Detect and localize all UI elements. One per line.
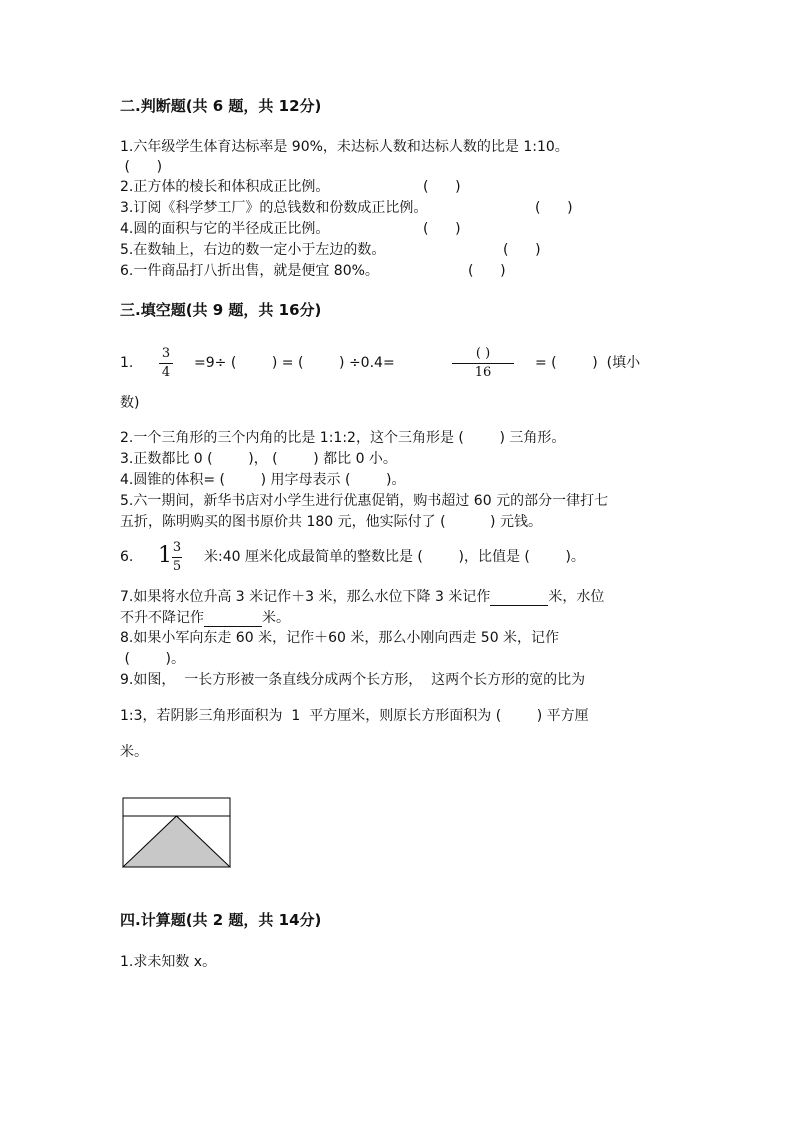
fill-q7-text-c: 不升不降记作: [120, 610, 204, 626]
fill-q7-text-b: 米，水位: [548, 589, 605, 605]
judge-q4-answer: ( ): [423, 221, 461, 237]
fill-q6-number: 6.: [120, 549, 134, 565]
fraction-blank-16: [452, 347, 514, 380]
fraction-bar: [172, 557, 182, 558]
judge-q6-answer: ( ): [468, 263, 506, 279]
judge-q2-answer: ( ): [423, 179, 461, 195]
calc-q1: 1.求未知数 x。: [120, 954, 217, 970]
fraction-denominator: 4: [161, 365, 171, 380]
fill-q4: 4.圆锥的体积= ( ) 用字母表示 ( )。: [120, 472, 406, 488]
fill-q3: 3.正数都比 0 ( )， ( ) 都比 0 小。: [120, 451, 397, 467]
fill-q7-text-a: 7.如果将水位升高 3 米记作＋3 米，那么水位下降 3 米记作: [120, 589, 491, 605]
rectangle-triangle-figure: [122, 797, 232, 869]
fraction-bar: [452, 363, 514, 364]
fill-q9-line2: 1:3，若阴影三角形面积为 1 平方厘米，则原长方形面积为 ( ) 平方厘: [120, 708, 589, 724]
section-4-heading: 四.计算题(共 2 题，共 14分): [120, 911, 322, 929]
fraction-bar: [159, 363, 173, 364]
judge-q5-text: 5.在数轴上，右边的数一定小于左边的数。: [120, 242, 386, 258]
judge-q2-text: 2.正方体的棱长和体积成正比例。: [120, 179, 330, 195]
fraction-denominator: 5: [172, 559, 182, 574]
fraction-numerator: 3: [161, 346, 171, 361]
section-2-heading: 二.判断题(共 6 题，共 12分): [120, 97, 322, 115]
fraction-numerator: 3: [172, 540, 182, 555]
mixed-number-fraction: [172, 541, 182, 574]
fill-q1-end: = ( ) (填小: [535, 355, 641, 371]
fill-q7-line1: [120, 588, 604, 606]
fraction-denominator: 16: [474, 365, 492, 380]
fill-q8-line2: ( )。: [120, 651, 185, 667]
fill-q7-line2: [120, 609, 290, 627]
fill-q2: 2.一个三角形的三个内角的比是 1:1:2，这个三角形是 ( ) 三角形。: [120, 430, 566, 446]
fill-q9-line3: 米。: [120, 744, 148, 760]
fill-q6-text: 米:40 厘米化成最简单的整数比是 ( )，比值是 ( )。: [204, 549, 585, 565]
section-3-heading: 三.填空题(共 9 题，共 16分): [120, 301, 322, 319]
fill-q5-line1: 5.六一期间，新华书店对小学生进行优惠促销，购书超过 60 元的部分一律打七: [120, 493, 609, 509]
mixed-number-whole: 1: [158, 543, 172, 568]
fraction-numerator: ( ): [475, 346, 491, 361]
judge-q3-text: 3.订阅《科学梦工厂》的总钱数和份数成正比例。: [120, 200, 428, 216]
judge-q4-text: 4.圆的面积与它的半径成正比例。: [120, 221, 330, 237]
judge-q1-text: 1.六年级学生体育达标率是 90%，未达标人数和达标人数的比是 1:10。: [120, 139, 569, 155]
judge-q6-text: 6.一件商品打八折出售，就是便宜 80%。: [120, 263, 379, 279]
fill-q1-middle: =9÷ ( ) = ( ) ÷0.4=: [194, 355, 395, 371]
judge-q3-answer: ( ): [535, 200, 573, 216]
fill-q8-line1: 8.如果小军向东走 60 米，记作＋60 米，那么小刚向西走 50 米，记作: [120, 630, 560, 646]
fill-q9-line1: 9.如图， 一长方形被一条直线分成两个长方形， 这两个长方形的宽的比为: [120, 672, 586, 688]
fraction-3-4: [159, 347, 173, 380]
judge-q5-answer: ( ): [503, 242, 541, 258]
fill-q7-text-d: 米。: [262, 610, 290, 626]
fill-q5-line2: 五折，陈明购买的图书原价共 180 元，他实际付了 ( ) 元钱。: [120, 514, 542, 530]
fill-q1-wrap: 数): [120, 395, 140, 411]
answer-blank[interactable]: [204, 612, 262, 627]
judge-q1-answer: ( ): [120, 159, 163, 175]
answer-blank[interactable]: [490, 591, 548, 606]
fill-q1-number: 1.: [120, 355, 134, 371]
